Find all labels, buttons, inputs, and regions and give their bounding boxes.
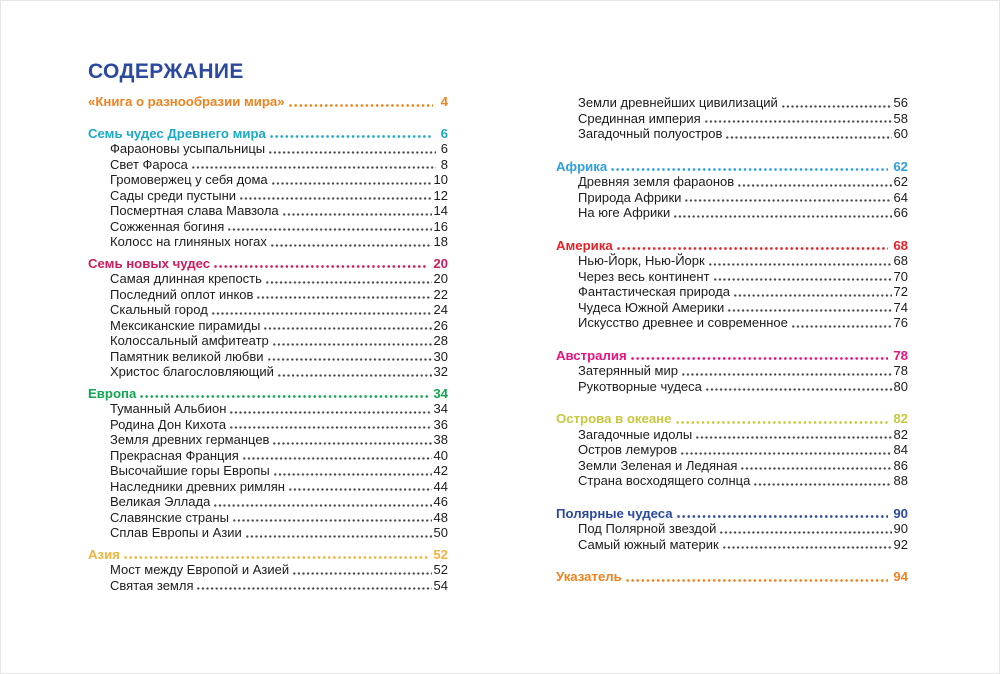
- toc-entry: [88, 141, 448, 157]
- toc-entry-page-number: 16: [433, 218, 448, 234]
- toc-dot-leader: [288, 479, 432, 495]
- toc-section: [556, 348, 908, 395]
- toc-entry-page-number: 38: [433, 432, 448, 447]
- toc-section-header: [88, 126, 448, 142]
- toc-dot-leader: [191, 157, 436, 173]
- toc-section: [556, 506, 908, 553]
- toc-section-header-title: Африка: [556, 158, 608, 174]
- toc-entry-title: Последний оплот инков: [110, 286, 254, 302]
- toc-entry-page-number: 50: [433, 525, 448, 540]
- toc-dot-leader: [232, 510, 432, 526]
- toc-section-header: [88, 386, 448, 402]
- toc-dot-leader: [616, 238, 889, 254]
- toc-dot-leader: [271, 172, 432, 188]
- toc-entry-title: Самая длинная крепость: [110, 271, 262, 286]
- toc-entry-page-number: 24: [433, 302, 448, 317]
- toc-entry-page-number: 14: [433, 203, 448, 218]
- toc-entry: [88, 349, 448, 365]
- toc-entry-title: Христос благословляющий: [110, 364, 274, 379]
- toc-entry: [88, 172, 448, 188]
- toc-entry-title: Свет Фароса: [110, 156, 188, 172]
- toc-entry-title: Остров лемуров: [578, 442, 678, 457]
- toc-entry-page-number: 60: [893, 126, 908, 141]
- toc-entry-title: Затерянный мир: [578, 363, 678, 378]
- toc-column-left: [88, 94, 448, 593]
- toc-dot-leader: [272, 333, 432, 349]
- toc-entry-page-number: 58: [893, 110, 908, 126]
- toc-dot-leader: [725, 126, 891, 142]
- toc-entry: [556, 284, 908, 300]
- toc-entry-page-number: 30: [433, 348, 448, 364]
- toc-dot-leader: [713, 269, 892, 285]
- toc-entry: [556, 205, 908, 221]
- toc-entry-title: Фантастическая природа: [578, 284, 730, 299]
- toc-entry-title: Туманный Альбион: [110, 401, 227, 416]
- toc-entry: [556, 315, 908, 331]
- toc-entry-title: Наследники древних римлян: [110, 478, 285, 494]
- toc-dot-leader: [242, 448, 432, 464]
- toc-section-header: [556, 159, 908, 175]
- toc-entry-title: Высочайшие горы Европы: [110, 463, 270, 478]
- toc-entry-title: Через весь континент: [578, 268, 710, 284]
- toc-entry: [556, 190, 908, 206]
- toc-dot-leader: [733, 284, 892, 300]
- toc-entry-page-number: 6: [440, 141, 448, 156]
- toc-entry-title: Сады среди пустыни: [110, 187, 237, 203]
- toc-section-header: [556, 348, 908, 364]
- toc-section-header-title: Семь новых чудес: [88, 255, 211, 271]
- toc-entry-page-number: 42: [433, 463, 448, 478]
- toc-entry: [88, 287, 448, 303]
- toc-entry-title: Природа Африки: [578, 189, 682, 205]
- toc-entry-title: Сожженная богиня: [110, 218, 225, 234]
- toc-entry: [88, 219, 448, 235]
- toc-entry: [556, 427, 908, 443]
- toc-entry: [88, 448, 448, 464]
- toc-dot-leader: [708, 253, 892, 269]
- toc-dot-leader: [196, 578, 431, 594]
- toc-dot-leader: [681, 363, 892, 379]
- toc-section-header: [556, 569, 908, 585]
- toc-section: [556, 159, 908, 221]
- toc-section-header-page-number: 62: [893, 158, 908, 174]
- toc-entry-page-number: 26: [433, 317, 448, 333]
- toc-dot-leader: [239, 188, 431, 204]
- toc-section: [88, 126, 448, 250]
- toc-dot-leader: [753, 473, 891, 489]
- toc-dot-leader: [139, 386, 428, 402]
- toc-section-header: [556, 506, 908, 522]
- toc-entry-title: Древняя земля фараонов: [578, 174, 735, 189]
- toc-entry: [88, 417, 448, 433]
- toc-entry-page-number: 46: [433, 494, 448, 509]
- toc-section-header-page-number: 94: [893, 569, 908, 584]
- toc-entry-title: Святая земля: [110, 577, 194, 593]
- toc-entry-page-number: 8: [440, 156, 448, 172]
- toc-section-header-title: Европа: [88, 385, 137, 401]
- toc-entry-page-number: 68: [893, 253, 908, 268]
- toc-entry-page-number: 56: [893, 95, 908, 110]
- toc-entry-title: Срединная империя: [578, 110, 701, 126]
- toc-entry-title: Земля древних германцев: [110, 432, 270, 447]
- toc-dot-leader: [704, 111, 892, 127]
- toc-entry-page-number: 44: [433, 478, 448, 494]
- toc-entry-title: Колоссальный амфитеатр: [110, 333, 269, 348]
- toc-entry-page-number: 54: [433, 577, 448, 593]
- toc-entry-title: Памятник великой любви: [110, 348, 264, 364]
- toc-dot-leader: [282, 203, 432, 219]
- toc-entry-page-number: 82: [893, 426, 908, 442]
- toc-dot-leader: [213, 256, 428, 272]
- toc-section-header-title: «Книга о разнообразии мира»: [88, 94, 285, 109]
- toc-dot-leader: [722, 537, 892, 553]
- toc-dot-leader: [265, 271, 432, 287]
- toc-entry-page-number: 12: [433, 187, 448, 203]
- toc-entry-title: Земли древнейших цивилизаций: [578, 95, 778, 110]
- toc-section: [556, 95, 908, 142]
- toc-entry: [556, 537, 908, 553]
- toc-entry-page-number: 92: [893, 536, 908, 552]
- toc-dot-leader: [673, 205, 891, 221]
- toc-section-header-page-number: 78: [893, 347, 908, 363]
- toc-entry: [88, 333, 448, 349]
- toc-entry: [88, 562, 448, 578]
- toc-section: [88, 256, 448, 380]
- toc-section: [88, 386, 448, 541]
- toc-section-header: [556, 238, 908, 254]
- toc-entry-page-number: 52: [433, 562, 448, 577]
- toc-entry: [88, 302, 448, 318]
- toc-entry-title: Загадочный полуостров: [578, 126, 723, 141]
- toc-entry: [88, 188, 448, 204]
- toc-section-header-page-number: 34: [433, 385, 448, 401]
- toc-entry: [88, 364, 448, 380]
- toc-entry-title: Искусство древнее и современное: [578, 315, 788, 330]
- toc-section: [556, 411, 908, 489]
- toc-entry-page-number: 36: [433, 416, 448, 432]
- toc-dot-leader: [719, 521, 891, 537]
- toc-entry-page-number: 40: [433, 447, 448, 463]
- toc-entry-page-number: 22: [433, 286, 448, 302]
- toc-entry-title: Сплав Европы и Азии: [110, 525, 242, 540]
- toc-entry-page-number: 66: [893, 205, 908, 220]
- toc-dot-leader: [288, 94, 433, 110]
- toc-column-right: [556, 95, 908, 585]
- toc-section-header-page-number: 4: [440, 94, 448, 109]
- toc-entry: [556, 174, 908, 190]
- toc-section-header-page-number: 6: [440, 125, 448, 141]
- toc-dot-leader: [263, 318, 431, 334]
- toc-section-header: [556, 411, 908, 427]
- toc-entry-title: Мексиканские пирамиды: [110, 317, 261, 333]
- toc-entry: [556, 379, 908, 395]
- toc-entry: [88, 401, 448, 417]
- toc-entry-page-number: 62: [893, 174, 908, 189]
- toc-entry-title: Прекрасная Франция: [110, 447, 239, 463]
- toc-section: [556, 569, 908, 585]
- toc-dot-leader: [292, 562, 431, 578]
- toc-entry: [88, 203, 448, 219]
- toc-entry-title: Под Полярной звездой: [578, 521, 717, 536]
- toc-entry: [556, 442, 908, 458]
- toc-dot-leader: [630, 348, 889, 364]
- toc-dot-leader: [737, 174, 891, 190]
- toc-section-header: [88, 94, 448, 110]
- toc-entry: [556, 111, 908, 127]
- toc-section-header-page-number: 68: [893, 237, 908, 253]
- toc-entry-title: Колосс на глиняных ногах: [110, 234, 267, 249]
- toc-dot-leader: [270, 234, 432, 250]
- toc-dot-leader: [727, 300, 891, 316]
- toc-entry-title: Славянские страны: [110, 509, 229, 525]
- toc-section-header-title: Америка: [556, 237, 613, 253]
- toc-dot-leader: [213, 494, 431, 510]
- toc-dot-leader: [273, 463, 432, 479]
- toc-dot-leader: [269, 126, 433, 142]
- toc-section-header-page-number: 20: [433, 255, 448, 271]
- toc-entry-page-number: 78: [893, 363, 908, 378]
- toc-entry-title: Самый южный материк: [578, 536, 719, 552]
- toc-entry-title: Скальный город: [110, 302, 208, 317]
- toc-section-header: [88, 547, 448, 563]
- toc-dot-leader: [229, 401, 431, 417]
- toc-section: [556, 238, 908, 331]
- toc-dot-leader: [695, 427, 891, 443]
- toc-entry: [556, 126, 908, 142]
- toc-entry-title: Фараоновы усыпальницы: [110, 141, 266, 156]
- toc-dot-leader: [268, 141, 436, 157]
- toc-entry: [556, 300, 908, 316]
- toc-dot-leader: [227, 219, 431, 235]
- toc-entry: [556, 521, 908, 537]
- toc-dot-leader: [705, 379, 892, 395]
- toc-entry-page-number: 48: [433, 509, 448, 525]
- toc-entry: [556, 95, 908, 111]
- toc-entry-page-number: 28: [433, 333, 448, 348]
- toc-entry: [88, 463, 448, 479]
- toc-section-header-title: Семь чудес Древнего мира: [88, 125, 266, 141]
- toc-entry-page-number: 18: [433, 234, 448, 249]
- toc-entry-page-number: 84: [893, 442, 908, 457]
- toc-section-header-title: Австралия: [556, 347, 627, 363]
- toc-entry: [88, 578, 448, 594]
- toc-entry-page-number: 20: [433, 271, 448, 286]
- toc-entry-title: Нью-Йорк, Нью-Йорк: [578, 253, 705, 268]
- toc-entry-title: Мост между Европой и Азией: [110, 562, 290, 577]
- toc-entry: [556, 473, 908, 489]
- toc-entry: [556, 458, 908, 474]
- toc-dot-leader: [676, 506, 889, 522]
- toc-section-header-page-number: 52: [433, 546, 448, 562]
- toc-dot-leader: [272, 432, 431, 448]
- toc-entry: [88, 234, 448, 250]
- toc-entry-page-number: 72: [893, 284, 908, 299]
- toc-entry-page-number: 10: [433, 172, 448, 187]
- toc-dot-leader: [256, 287, 431, 303]
- toc-entry: [88, 318, 448, 334]
- toc-entry-title: Рукотворные чудеса: [578, 378, 702, 394]
- toc-entry: [88, 479, 448, 495]
- toc-entry-page-number: 88: [893, 473, 908, 488]
- toc-dot-leader: [740, 458, 891, 474]
- toc-entry-page-number: 64: [893, 189, 908, 205]
- toc-section: [88, 547, 448, 594]
- toc-entry: [556, 363, 908, 379]
- toc-entry-page-number: 86: [893, 457, 908, 473]
- toc-entry-title: Загадочные идолы: [578, 426, 693, 442]
- toc-entry-title: Великая Эллада: [110, 494, 211, 509]
- toc-dot-leader: [211, 302, 432, 318]
- toc-section: [88, 94, 448, 110]
- toc-entry-page-number: 74: [893, 299, 908, 315]
- toc-dot-leader: [675, 411, 889, 427]
- toc-dot-leader: [680, 442, 891, 458]
- toc-dot-leader: [123, 547, 428, 563]
- toc-entry: [556, 269, 908, 285]
- toc-entry-title: Родина Дон Кихота: [110, 416, 227, 432]
- toc-dot-leader: [625, 569, 889, 585]
- toc-entry-page-number: 90: [893, 521, 908, 536]
- toc-dot-leader: [684, 190, 891, 206]
- toc-entry-title: Посмертная слава Мавзола: [110, 203, 279, 218]
- toc-entry-page-number: 70: [893, 268, 908, 284]
- toc-entry-title: Чудеса Южной Америки: [578, 299, 725, 315]
- toc-entry-page-number: 80: [893, 378, 908, 394]
- toc-entry: [88, 510, 448, 526]
- toc-dot-leader: [267, 349, 432, 365]
- toc-entry-page-number: 32: [433, 364, 448, 379]
- toc-entry: [88, 271, 448, 287]
- toc-entry-page-number: 34: [433, 401, 448, 416]
- toc-dot-leader: [610, 159, 888, 175]
- toc-dot-leader: [791, 315, 892, 331]
- toc-entry: [88, 432, 448, 448]
- toc-entry: [88, 494, 448, 510]
- toc-section-header-title: Полярные чудеса: [556, 505, 673, 521]
- toc-dot-leader: [277, 364, 432, 380]
- toc-section-header-title: Указатель: [556, 569, 622, 584]
- toc-section-header: [88, 256, 448, 272]
- toc-entry-title: Земли Зеленая и Ледяная: [578, 457, 738, 473]
- toc-section-header-page-number: 82: [893, 411, 908, 426]
- toc-entry: [88, 525, 448, 541]
- toc-entry: [556, 253, 908, 269]
- toc-section-header-page-number: 90: [893, 505, 908, 521]
- toc-dot-leader: [781, 95, 892, 111]
- toc-section-header-title: Азия: [88, 546, 120, 562]
- toc-entry-title: Страна восходящего солнца: [578, 473, 751, 488]
- toc-entry-title: На юге Африки: [578, 205, 671, 220]
- toc-entry: [88, 157, 448, 173]
- toc-dot-leader: [229, 417, 431, 433]
- toc-dot-leader: [245, 525, 432, 541]
- toc-section-header-title: Острова в океане: [556, 411, 672, 426]
- toc-entry-title: Громовержец у себя дома: [110, 172, 268, 187]
- page-title: СОДЕРЖАНИЕ: [88, 60, 244, 83]
- toc-entry-page-number: 76: [893, 315, 908, 330]
